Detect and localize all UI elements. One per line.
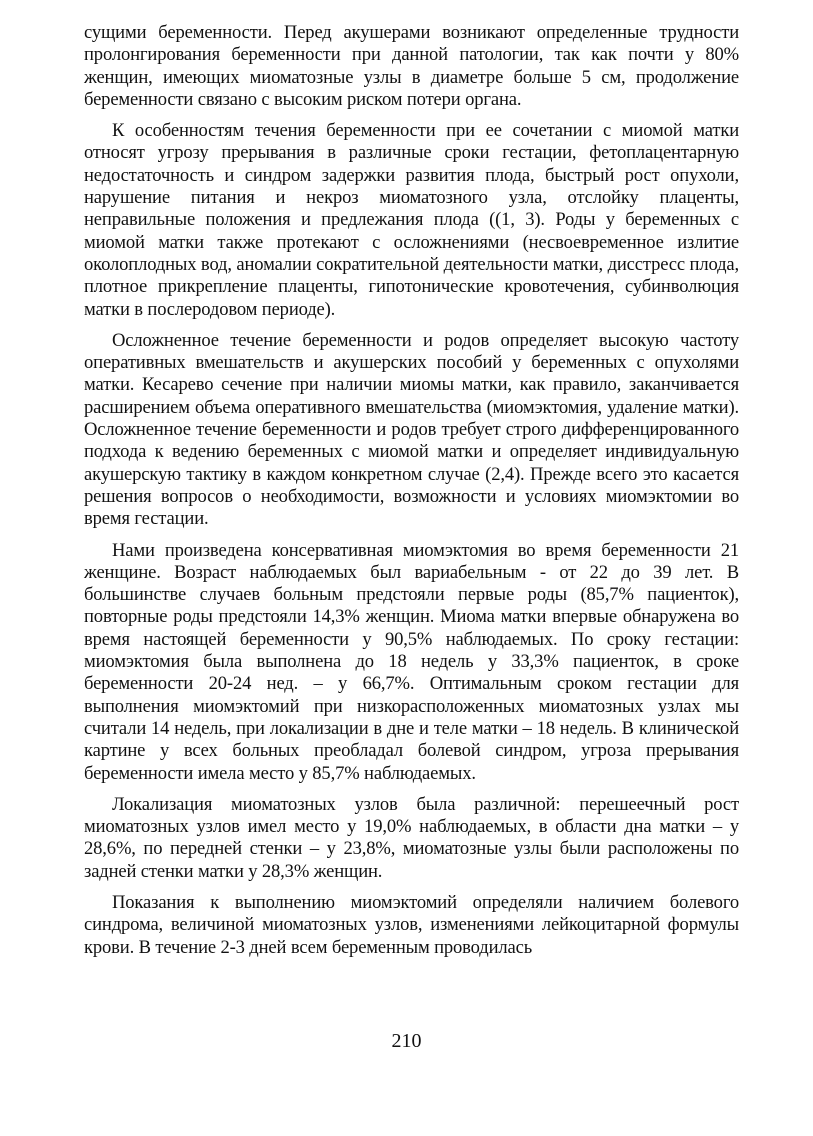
page-number: 210 [391,1030,422,1052]
page-body [84,22,739,968]
paragraph-5: Локализация миоматозных узлов была различной: перешеечный рост миоматозных узлов имел место у 19,0% наблюдаемых, в области дна матки – у 28,6%, по передней стенки – у 23,8%, миоматозные узлы были расположены по задней стенки матки у 28,3% женщин. [84,793,739,882]
paragraph-2: К особенностям течения беременности при ее сочетании с миомой матки относят угрозу прерывания в различные сроки гестации, фетоплацентарную недостаточность и синдром задержки развития плода, быстрый рост опухоли, нарушение питания и некроз миоматозного узла, отслойку плаценты, неправильные положения и предлежания плода ((1, 3). Роды у беременных с миомой матки также протекают с осложнениями (несвоевременное излитие околоплодных вод, аномалии сократительной деятельности матки, дисстресс плода, плотное прикрепление плаценты, гипотонические кровотечения, субинволюция матки в послеродовом периоде). [84,120,739,320]
paragraph-4: Нами произведена консервативная миомэктомия во время беременности 21 женщине. Возраст наблюдаемых был вариабельным - от 22 до 39 лет. В большинстве случаев больным предстояли первые роды (85,7% пациенток), повторные роды предстояли 14,3% женщин. Миома матки впервые обнаружена во время настоящей беременности у 90,5% наблюдаемых. По сроку гестации: миомэктомия была выполнена до 18 недель у 33,3% пациенток, в сроке беременности 20-24 нед. – у 66,7%. Оптимальным сроком гестации для выполнения миомэктомий при низкорасположенных миоматозных узлах мы считали 14 недель, при локализации в дне и теле матки – 18 недель. В клинической картине у всех больных преобладал болевой синдром, угроза прерывания беременности имела место у 85,7% наблюдаемых. [84,539,739,784]
paragraph-1: сущими беременности. Перед акушерами возникают определенные трудности пролонгирования беременности при данной патологии, так как почти у 80% женщин, имеющих миоматозные узлы в диаметре больше 5 см, продолжение беременности связано с высоким риском потери органа. [84,22,739,110]
paragraph-3: Осложненное течение беременности и родов определяет высокую частоту оперативных вмешательств и акушерских пособий у беременных с опухолями матки. Кесарево сечение при наличии миомы матки, как правило, заканчивается расширением объема оперативного вмешательства (миомэктомия, удаление матки). Осложненное течение беременности и родов требует строго дифференцированного подхода к ведению беременных с миомой матки и определяет индивидуальную акушерскую тактику в каждом конкретном случае (2,4). Прежде всего это касается решения вопросов о необходимости, возможности и условиях миомэктомии во время гестации. [84,329,739,530]
paragraph-6: Показания к выполнению миомэктомий определяли наличием болевого синдрома, величиной миоматозных узлов, изменениями лейкоцитарной формулы крови. В течение 2-3 дней всем беременным проводилась [84,891,739,958]
